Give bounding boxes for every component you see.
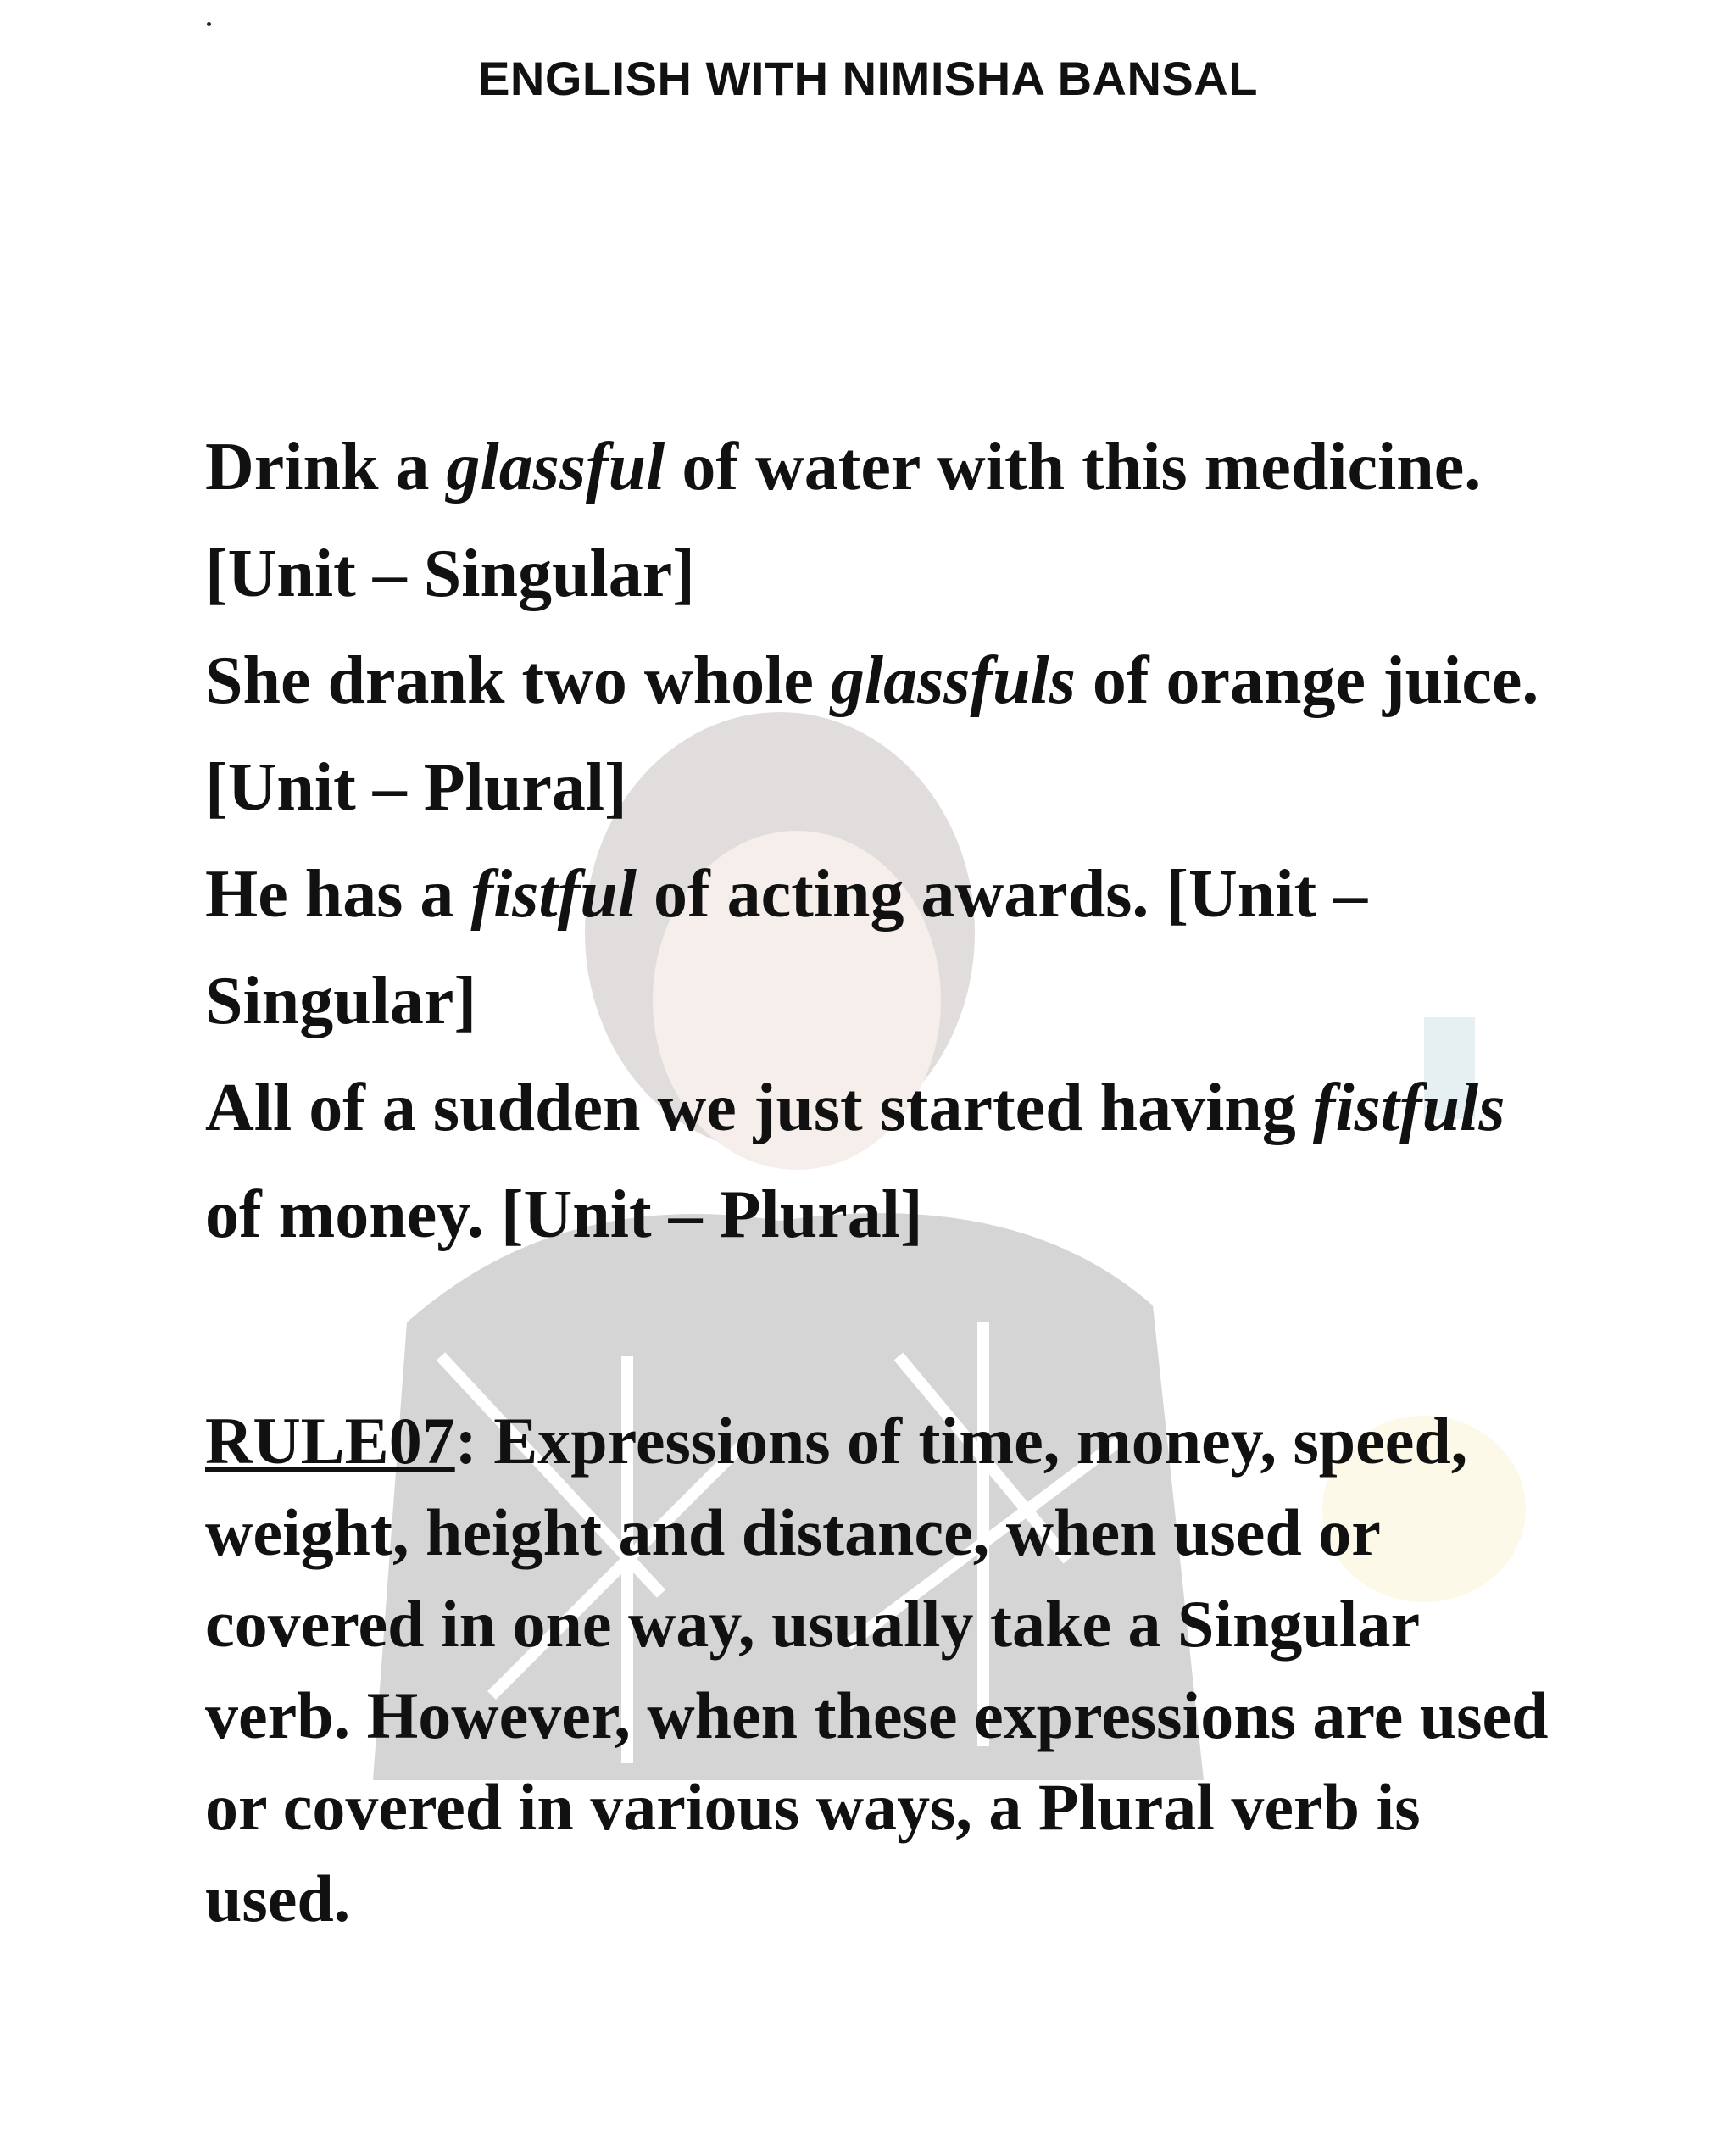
document-body xyxy=(205,414,1561,2011)
rule-separator: : xyxy=(454,1404,477,1478)
rule-paragraph xyxy=(205,1395,1561,1945)
example-sentence: She drank two whole glassfuls of orange juice. [Unit – Plural] xyxy=(205,643,1539,825)
page-header: ENGLISH WITH NIMISHA BANSAL xyxy=(478,52,1258,105)
example-keyword: fistful xyxy=(470,857,637,932)
example-sentence: All of a sudden we just started having fistfuls of money. [Unit – Plural] xyxy=(205,1071,1505,1252)
rule-label: RULE07 xyxy=(205,1404,455,1478)
rule-text: Expressions of time, money, speed, weight, height and distance, when used or covered in one way, usually take a Singular verb. However, when these expressions are used or covered in various ways, a Plural verb is used. xyxy=(205,1404,1549,1935)
example-keyword: glassful xyxy=(446,430,665,504)
example-keyword: fistfuls xyxy=(1312,1071,1505,1145)
example-sentence: Drink a glassful of water with this medicine. [Unit – Singular] xyxy=(205,430,1482,611)
example-sentence: He has a fistful of acting awards. [Unit – Singular] xyxy=(205,857,1368,1038)
stray-dot xyxy=(207,22,211,26)
example-keyword: glassfuls xyxy=(830,643,1076,718)
